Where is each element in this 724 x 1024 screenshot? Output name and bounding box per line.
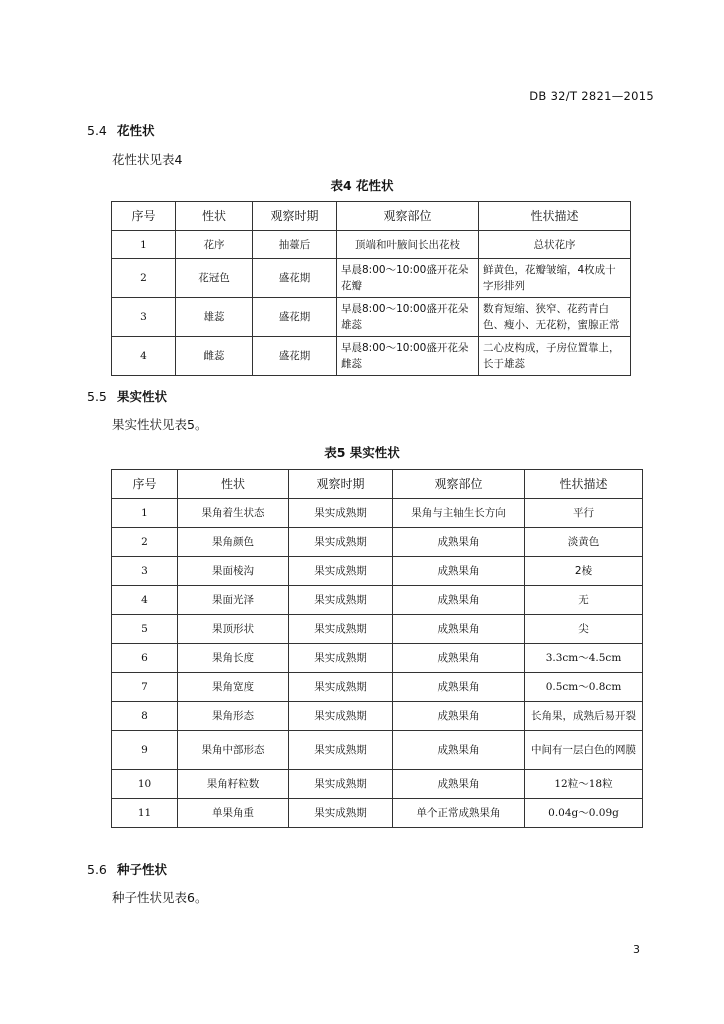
table-cell: 早晨8:00～10:00盛开花朵雌蕊 (337, 337, 479, 376)
table-cell: 盛花期 (253, 298, 337, 337)
table-cell: 成熟果角 (393, 644, 525, 673)
table-cell: 早晨8:00～10:00盛开花朵雄蕊 (337, 298, 479, 337)
table-cell: 9 (112, 731, 178, 770)
table-cell: 果角颜色 (178, 528, 289, 557)
table-row (112, 770, 643, 799)
section-number: 5.6 (87, 862, 107, 877)
table-cell: 盛花期 (253, 259, 337, 298)
page-number: 3 (633, 943, 640, 956)
table-cell: 果实成熟期 (289, 615, 393, 644)
table-row (112, 499, 643, 528)
table-row (112, 528, 643, 557)
table-cell: 果实成熟期 (289, 799, 393, 828)
table-cell: 成熟果角 (393, 770, 525, 799)
table-row (112, 337, 631, 376)
table-cell: 早晨8:00～10:00盛开花朵花瓣 (337, 259, 479, 298)
table-cell: 1 (112, 499, 178, 528)
table-header-row (112, 470, 643, 499)
table-cell: 4 (112, 586, 178, 615)
table-5-body (112, 499, 643, 828)
column-header: 性状 (176, 202, 253, 231)
table-cell: 6 (112, 644, 178, 673)
table-cell: 成熟果角 (393, 731, 525, 770)
table-cell: 果角籽粒数 (178, 770, 289, 799)
table-cell: 果实成熟期 (289, 702, 393, 731)
table-cell: 花序 (176, 231, 253, 259)
table-cell: 果实成熟期 (289, 770, 393, 799)
section-intro-5-5: 果实性状见表5。 (112, 417, 208, 432)
section-number: 5.4 (87, 123, 107, 138)
document-code: DB 32/T 2821—2015 (529, 89, 654, 103)
table-row (112, 259, 631, 298)
table-cell: 12粒～18粒 (525, 770, 643, 799)
table-cell: 2棱 (525, 557, 643, 586)
table-cell: 果顶形状 (178, 615, 289, 644)
section-title: 果实性状 (117, 389, 168, 404)
table-cell: 成熟果角 (393, 673, 525, 702)
table-cell: 果角宽度 (178, 673, 289, 702)
section-heading-5-4 (87, 121, 155, 139)
column-header: 观察部位 (337, 202, 479, 231)
table-cell: 3.3cm～4.5cm (525, 644, 643, 673)
table-cell: 果实成熟期 (289, 731, 393, 770)
table-cell: 鲜黄色，花瓣皱缩，4枚成十字形排列 (479, 259, 631, 298)
table-cell: 果面棱沟 (178, 557, 289, 586)
table-row (112, 231, 631, 259)
table-cell: 长角果，成熟后易开裂 (525, 702, 643, 731)
table-cell: 5 (112, 615, 178, 644)
table-cell: 果实成熟期 (289, 499, 393, 528)
section-title: 花性状 (117, 123, 155, 138)
table-cell: 果实成熟期 (289, 644, 393, 673)
section-intro-5-6: 种子性状见表6。 (112, 890, 208, 905)
table-5 (111, 469, 643, 828)
table-row (112, 298, 631, 337)
table-row (112, 615, 643, 644)
table-cell: 果面光泽 (178, 586, 289, 615)
section-heading-5-5 (87, 387, 167, 405)
table-row (112, 702, 643, 731)
table-4-caption: 表4 花性状 (330, 178, 394, 193)
table-cell: 雄蕊 (176, 298, 253, 337)
table-cell: 数育短缩、狭窄、花药青白色、瘦小、无花粉，蜜腺正常 (479, 298, 631, 337)
table-cell: 果角与主轴生长方向 (393, 499, 525, 528)
table-cell: 顶端和叶腋间长出花枝 (337, 231, 479, 259)
table-cell: 果实成熟期 (289, 557, 393, 586)
table-cell: 淡黄色 (525, 528, 643, 557)
column-header: 序号 (112, 202, 176, 231)
column-header: 观察时期 (253, 202, 337, 231)
table-cell: 果实成熟期 (289, 528, 393, 557)
table-cell: 11 (112, 799, 178, 828)
table-cell: 中间有一层白色的网膜 (525, 731, 643, 770)
column-header: 性状描述 (479, 202, 631, 231)
table-cell: 果角中部形态 (178, 731, 289, 770)
table-cell: 成熟果角 (393, 528, 525, 557)
table-cell: 尖 (525, 615, 643, 644)
table-row (112, 586, 643, 615)
table-cell: 抽薹后 (253, 231, 337, 259)
column-header: 性状 (178, 470, 289, 499)
section-number: 5.5 (87, 389, 107, 404)
column-header: 序号 (112, 470, 178, 499)
table-cell: 果角着生状态 (178, 499, 289, 528)
section-intro-5-4: 花性状见表4 (112, 152, 183, 167)
table-cell: 总状花序 (479, 231, 631, 259)
table-row (112, 557, 643, 586)
table-cell: 0.04g～0.09g (525, 799, 643, 828)
table-cell: 3 (112, 557, 178, 586)
table-cell: 2 (112, 259, 176, 298)
table-cell: 单个正常成熟果角 (393, 799, 525, 828)
table-row (112, 673, 643, 702)
table-cell: 花冠色 (176, 259, 253, 298)
table-row (112, 644, 643, 673)
table-cell: 雌蕊 (176, 337, 253, 376)
column-header: 性状描述 (525, 470, 643, 499)
table-cell: 果实成熟期 (289, 673, 393, 702)
table-cell: 8 (112, 702, 178, 731)
table-cell: 果角形态 (178, 702, 289, 731)
section-heading-5-6 (87, 860, 167, 878)
table-cell: 单果角重 (178, 799, 289, 828)
table-cell: 1 (112, 231, 176, 259)
section-title: 种子性状 (117, 862, 168, 877)
table-cell: 10 (112, 770, 178, 799)
table-cell: 盛花期 (253, 337, 337, 376)
table-row (112, 799, 643, 828)
table-cell: 成熟果角 (393, 615, 525, 644)
table-cell: 成熟果角 (393, 557, 525, 586)
table-5-caption: 表5 果实性状 (324, 445, 400, 460)
table-cell: 3 (112, 298, 176, 337)
table-cell: 成熟果角 (393, 586, 525, 615)
table-4 (111, 201, 631, 376)
table-row (112, 731, 643, 770)
table-cell: 4 (112, 337, 176, 376)
table-cell: 2 (112, 528, 178, 557)
table-cell: 7 (112, 673, 178, 702)
table-cell: 0.5cm～0.8cm (525, 673, 643, 702)
table-header-row (112, 202, 631, 231)
column-header: 观察时期 (289, 470, 393, 499)
table-cell: 平行 (525, 499, 643, 528)
table-cell: 无 (525, 586, 643, 615)
table-cell: 果实成熟期 (289, 586, 393, 615)
table-cell: 成熟果角 (393, 702, 525, 731)
column-header: 观察部位 (393, 470, 525, 499)
table-cell: 果角长度 (178, 644, 289, 673)
table-cell: 二心皮构成，子房位置靠上，长于雄蕊 (479, 337, 631, 376)
